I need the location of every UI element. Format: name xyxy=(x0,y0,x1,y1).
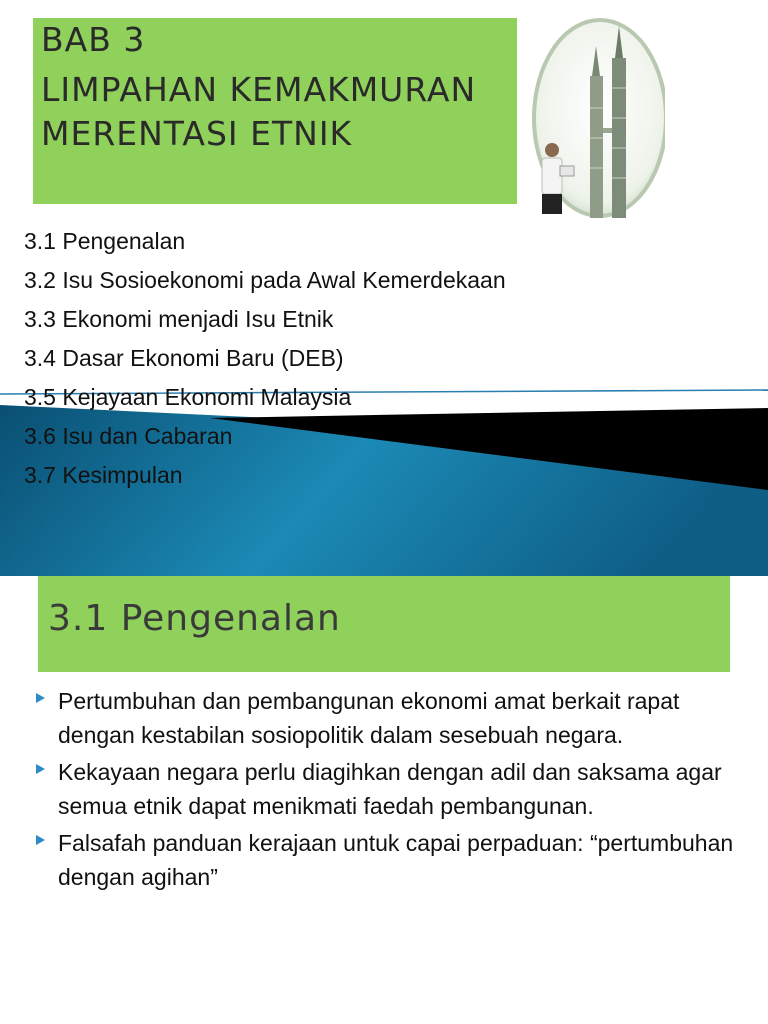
slide-2 xyxy=(0,576,768,1024)
title-line-2: LIMPAHAN KEMAKMURAN xyxy=(41,70,477,109)
toc-item: 3.2 Isu Sosioekonomi pada Awal Kemerdekaan xyxy=(24,267,506,293)
bullet-item xyxy=(36,826,736,894)
title-box xyxy=(33,18,517,204)
triangle-bullet-icon xyxy=(36,693,45,703)
table-of-contents xyxy=(24,226,724,499)
toc-item: 3.5 Kejayaan Ekonomi Malaysia xyxy=(24,384,352,410)
bullet-text: Kekayaan negara perlu diagihkan dengan adil dan saksama agar semua etnik dapat menikmati faedah pembangunan. xyxy=(58,759,722,819)
bullet-item xyxy=(36,684,736,752)
title-line-1: BAB 3 xyxy=(41,20,146,59)
petronas-towers-picture xyxy=(520,18,665,228)
toc-item: 3.3 Ekonomi menjadi Isu Etnik xyxy=(24,306,334,332)
toc-item: 3.7 Kesimpulan xyxy=(24,462,183,488)
slide-title: 3.1 Pengenalan xyxy=(48,598,341,639)
bullet-text: Pertumbuhan dan pembangunan ekonomi amat berkait rapat dengan kestabilan sosiopolitik dalam sesebuah negara. xyxy=(58,688,680,748)
toc-item: 3.6 Isu dan Cabaran xyxy=(24,423,233,449)
title-box xyxy=(38,576,730,672)
bullet-item xyxy=(36,755,736,823)
toc-item: 3.1 Pengenalan xyxy=(24,228,186,254)
title-line-3: MERENTASI ETNIK xyxy=(41,114,353,153)
triangle-bullet-icon xyxy=(36,764,45,774)
toc-item: 3.4 Dasar Ekonomi Baru (DEB) xyxy=(24,345,344,371)
triangle-bullet-icon xyxy=(36,835,45,845)
bullet-text: Falsafah panduan kerajaan untuk capai perpaduan: “pertumbuhan dengan agihan” xyxy=(58,830,734,890)
bullet-list xyxy=(36,684,736,897)
